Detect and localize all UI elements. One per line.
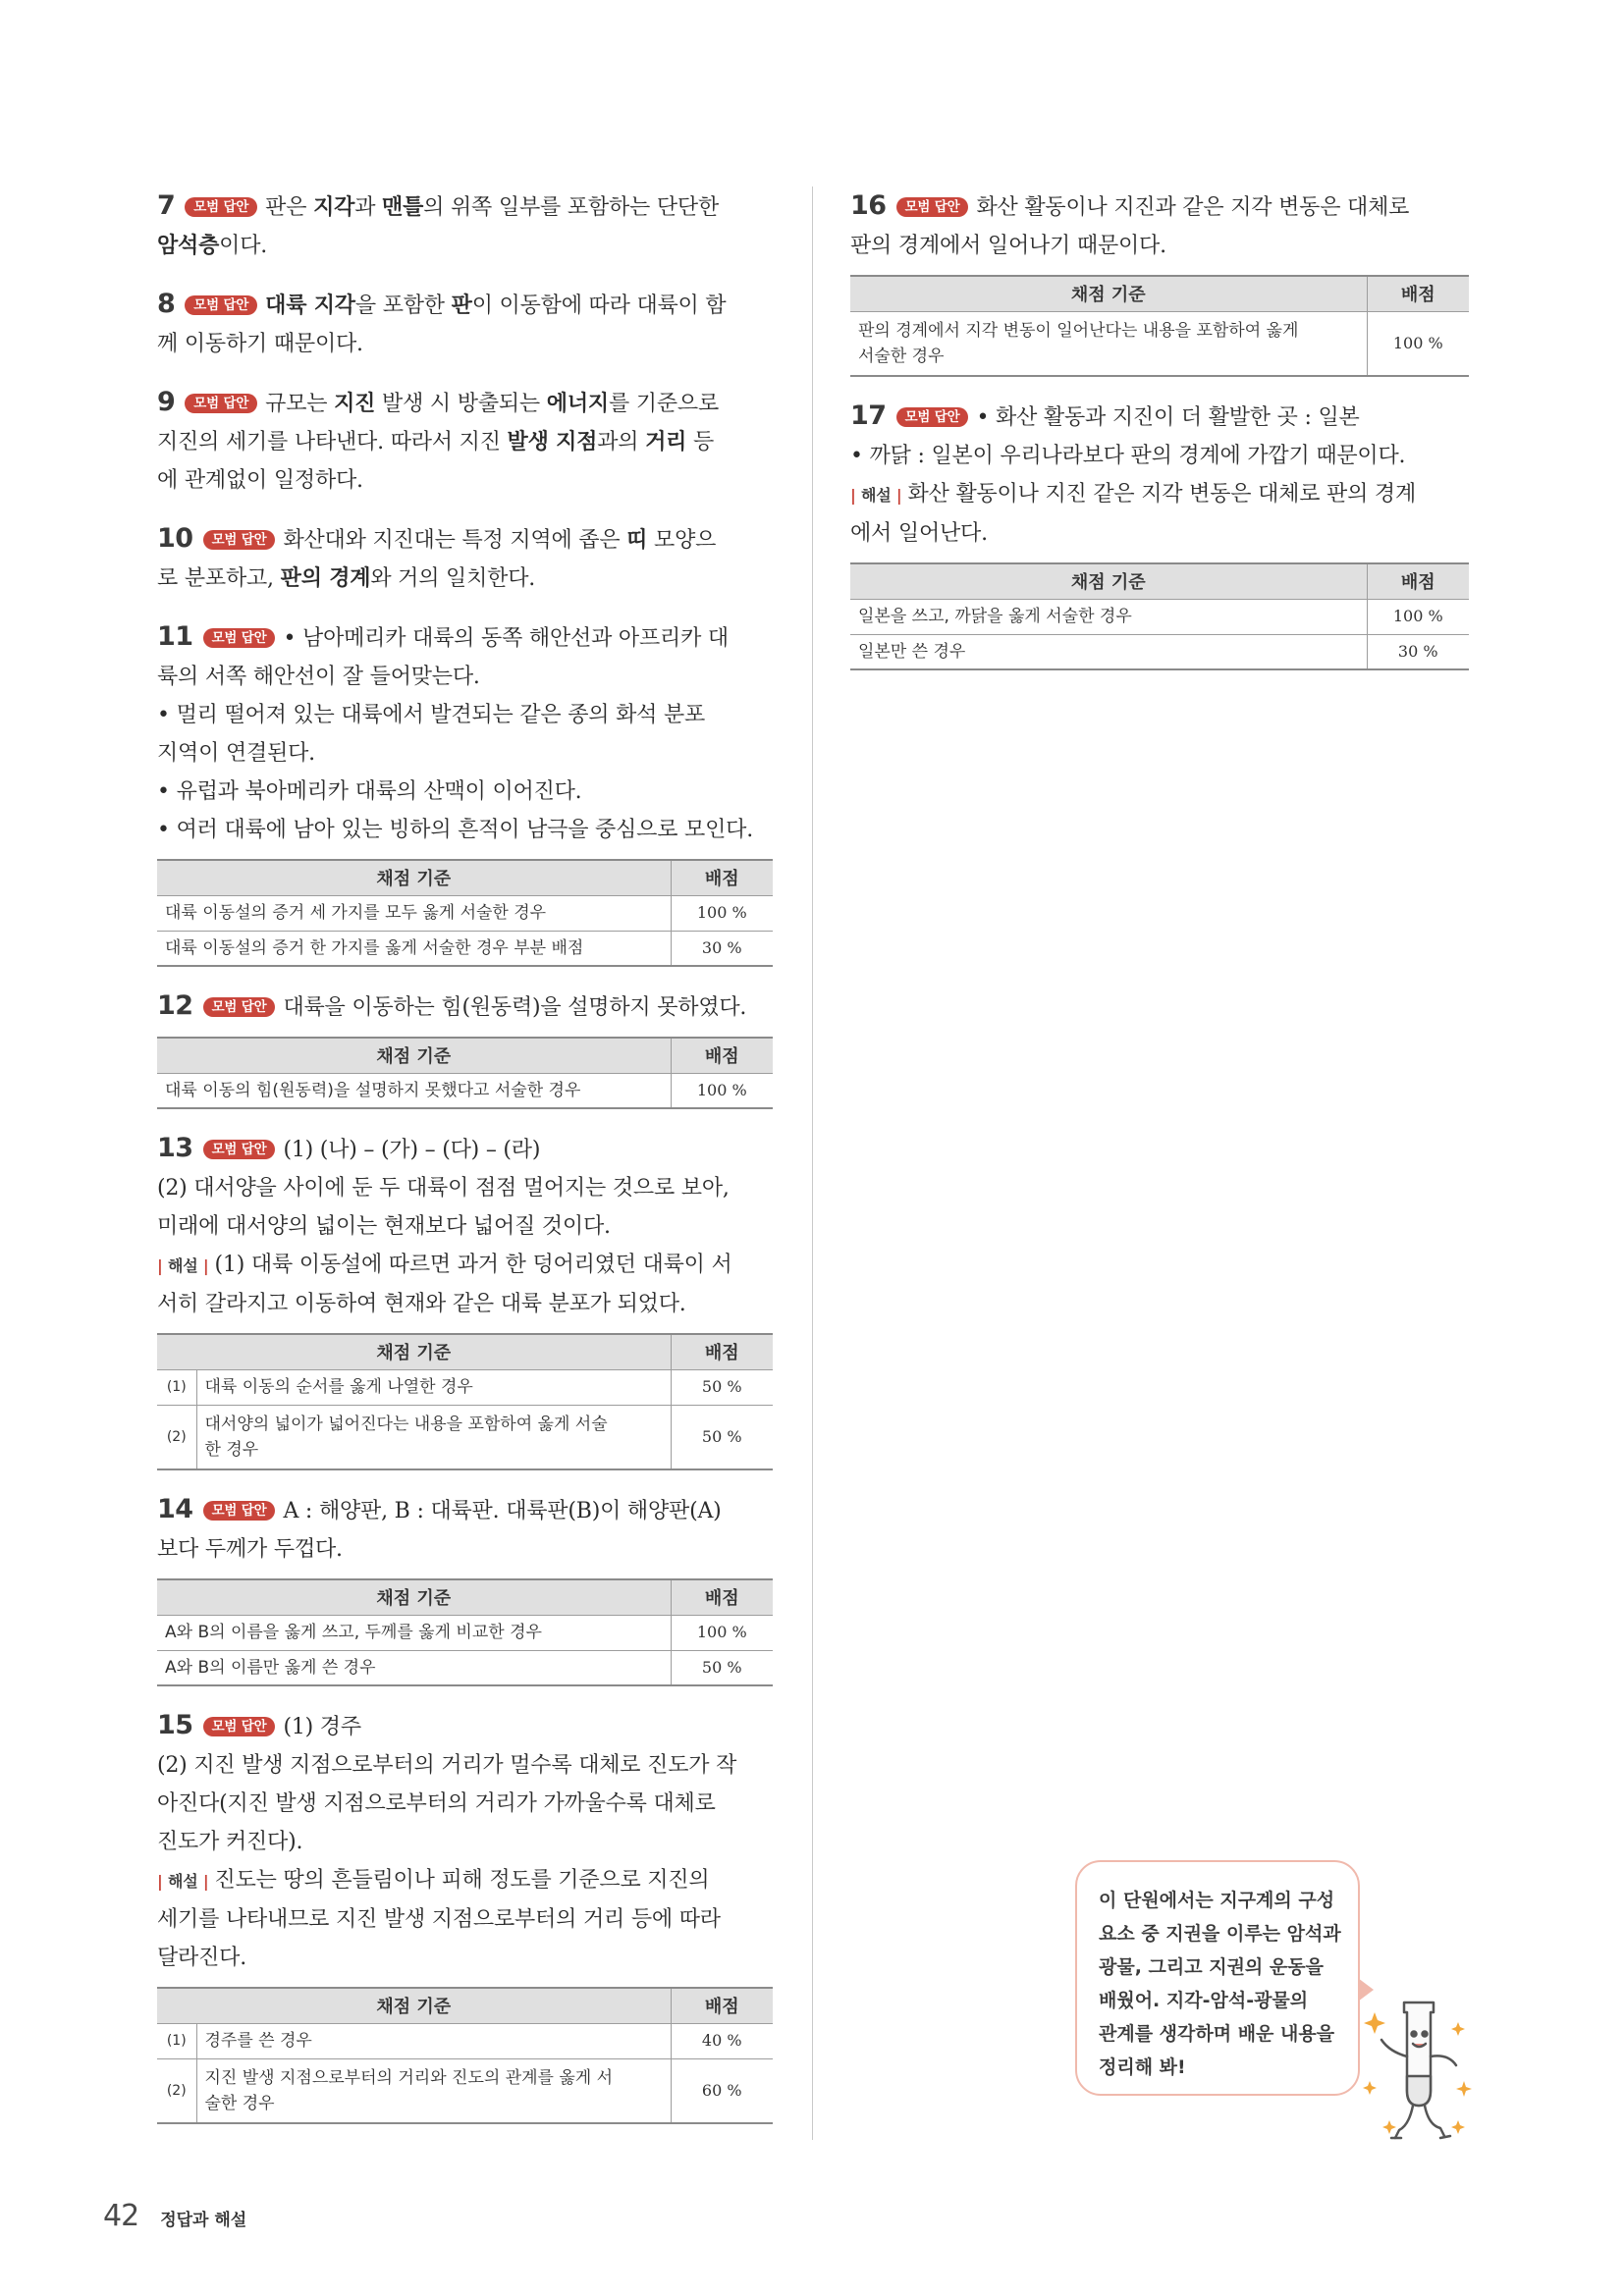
- scoring-row: [157, 1369, 773, 1405]
- answer-item-15: [157, 1706, 773, 2124]
- criteria-header: 채점 기준: [157, 860, 671, 895]
- criteria-cell: 판의 경계에서 지각 변동이 일어난다는 내용을 포함하여 옳게 서술한 경우: [850, 311, 1367, 376]
- model-answer-badge: 모범 답안: [896, 197, 969, 217]
- question-number: 12: [157, 990, 193, 1021]
- text-segment: 지진의 세기를 나타낸다. 따라서 지진: [157, 430, 508, 454]
- scoring-row: [850, 634, 1469, 669]
- answer-item-17: [850, 397, 1469, 670]
- commentary-label: [157, 1256, 209, 1275]
- model-answer-badge: 모범 답안: [203, 1140, 276, 1159]
- answer-item-7: [157, 187, 773, 265]
- text-segment: (1) (나) – (가) – (다) – (라): [283, 1138, 541, 1162]
- answer-item-11: [157, 617, 773, 967]
- answer-line: [157, 227, 773, 265]
- text-segment: 화산 활동이나 지진 같은 지각 변동은 대체로 판의 경계: [907, 482, 1417, 507]
- scoring-header-row: [157, 1579, 773, 1615]
- answer-line: [157, 1246, 773, 1285]
- text-segment: 진도가 커진다).: [157, 1830, 303, 1854]
- text-segment: (1) 경주: [283, 1715, 361, 1739]
- bubble-line: 요소 중 지권을 이루는 암석과: [1099, 1923, 1341, 1945]
- keyword: 대륙 지각: [265, 293, 355, 318]
- text-segment: • 유럽과 북아메리카 대륙의 산맥이 이어진다.: [157, 779, 582, 804]
- answer-item-9: [157, 383, 773, 500]
- speech-bubble: [1075, 1860, 1360, 2096]
- answer-line: [157, 811, 773, 849]
- text-segment: 규모는: [265, 392, 335, 416]
- answer-line: [850, 475, 1469, 514]
- points-header: 배점: [1367, 563, 1469, 599]
- question-number: 11: [157, 621, 193, 652]
- commentary-text: 해설: [168, 1256, 198, 1275]
- text-segment: 세기를 나타내므로 지진 발생 지점으로부터의 거리 등에 따라: [157, 1907, 721, 1932]
- text-segment: • 까닭 : 일본이 우리나라보다 판의 경계에 가깝기 때문이다.: [850, 444, 1406, 468]
- bubble-line: 관계를 생각하며 배운 내용을: [1099, 2023, 1335, 2045]
- question-number: 17: [850, 400, 887, 431]
- answer-line: [157, 519, 773, 560]
- text-segment: A : 해양판, B : 대륙판. 대륙판(B)이 해양판(A): [283, 1499, 722, 1523]
- criteria-cell: 경주를 쓴 경우: [196, 2023, 671, 2058]
- answer-line: [157, 696, 773, 734]
- answer-line: [157, 461, 773, 500]
- answer-line: [850, 437, 1469, 475]
- criteria-cell: 대륙 이동의 순서를 옳게 나열한 경우: [196, 1369, 671, 1405]
- criteria-cell: 일본만 쓴 경우: [850, 634, 1367, 669]
- model-answer-badge: 모범 답안: [203, 1717, 276, 1736]
- points-cell: 50 %: [671, 1369, 773, 1405]
- answer-line: [157, 1285, 773, 1323]
- question-number: 9: [157, 387, 176, 417]
- scoring-row: [157, 1615, 773, 1650]
- criteria-header: 채점 기준: [157, 1988, 671, 2023]
- text-segment: 륙의 서쪽 해안선이 잘 들어맞는다.: [157, 665, 480, 689]
- bubble-line: 정리해 봐!: [1099, 2056, 1186, 2078]
- text-segment: 판의 경계에서 일어나기 때문이다.: [850, 234, 1166, 258]
- points-header: 배점: [671, 1334, 773, 1369]
- text-segment: 를 기준으로: [608, 392, 719, 416]
- commentary-bar: |: [157, 1872, 169, 1891]
- points-cell: 50 %: [671, 1405, 773, 1469]
- model-answer-badge: 모범 답안: [203, 628, 276, 648]
- scoring-row: [157, 1073, 773, 1108]
- scoring-table: [850, 275, 1469, 377]
- points-cell: 40 %: [671, 2023, 773, 2058]
- answer-line: [157, 734, 773, 773]
- left-column: [157, 187, 773, 2144]
- scoring-header-row: [157, 1988, 773, 2023]
- answer-line: [157, 1129, 773, 1169]
- scoring-table: [157, 1578, 773, 1686]
- points-cell: 100 %: [1367, 311, 1469, 376]
- scoring-row: [850, 599, 1469, 634]
- text-segment: 의 위쪽 일부를 포함하는 단단한: [423, 195, 720, 220]
- text-segment: 에 관계없이 일정하다.: [157, 468, 363, 493]
- question-number: 10: [157, 523, 193, 554]
- scoring-table: [850, 562, 1469, 670]
- scoring-header-row: [850, 276, 1469, 311]
- text-segment: 화산 활동이나 지진과 같은 지각 변동은 대체로: [976, 195, 1410, 220]
- keyword: 암석층: [157, 233, 220, 258]
- answer-line: [157, 773, 773, 811]
- keyword: 띠: [626, 527, 648, 553]
- points-cell: 60 %: [671, 2058, 773, 2123]
- points-header: 배점: [671, 860, 773, 895]
- answer-line: [157, 1939, 773, 1977]
- criteria-cell: 대륙 이동의 힘(원동력)을 설명하지 못했다고 서술한 경우: [157, 1073, 671, 1108]
- model-answer-badge: 모범 답안: [896, 407, 969, 427]
- keyword: 지진: [334, 391, 376, 416]
- answer-line: [157, 325, 773, 363]
- right-column: [850, 187, 1469, 690]
- answer-line: [850, 227, 1469, 265]
- keyword: 판의 경계: [280, 565, 371, 591]
- points-cell: 30 %: [1367, 634, 1469, 669]
- text-segment: 등: [686, 430, 715, 454]
- criteria-header: 채점 기준: [157, 1334, 671, 1369]
- scoring-row: [157, 1405, 773, 1469]
- answer-line: [157, 1861, 773, 1900]
- answer-line: [157, 285, 773, 325]
- page-footer: [103, 2199, 246, 2233]
- commentary-bar: |: [850, 486, 862, 505]
- text-segment: 보다 두께가 두껍다.: [157, 1537, 343, 1562]
- scoring-row: [157, 2058, 773, 2123]
- keyword: 맨틀: [382, 194, 424, 220]
- criteria-cell: 대륙 이동설의 증거 세 가지를 모두 옳게 서술한 경우: [157, 895, 671, 931]
- points-cell: 100 %: [671, 1615, 773, 1650]
- text-segment: 과의: [597, 430, 646, 454]
- keyword: 거리: [645, 429, 687, 454]
- text-segment: 화산대와 지진대는 특정 지역에 좁은: [283, 528, 627, 553]
- answer-item-16: [850, 187, 1469, 377]
- mascot-icon: [1360, 1983, 1478, 2160]
- commentary-bar: |: [157, 1256, 169, 1275]
- criteria-cell: A와 B의 이름만 옳게 쓴 경우: [157, 1650, 671, 1685]
- scoring-header-row: [157, 860, 773, 895]
- text-segment: 발생 시 방출되는: [375, 392, 547, 416]
- scoring-header-row: [157, 1334, 773, 1369]
- model-answer-badge: 모범 답안: [203, 997, 276, 1017]
- text-segment: 판은: [265, 195, 314, 220]
- points-cell: 100 %: [1367, 599, 1469, 634]
- answer-line: [157, 1490, 773, 1530]
- criteria-cell: 지진 발생 지점으로부터의 거리와 진도의 관계를 옳게 서 술한 경우: [196, 2058, 671, 2123]
- criteria-header: 채점 기준: [850, 563, 1367, 599]
- answer-item-10: [157, 519, 773, 598]
- commentary-bar: |: [197, 1872, 209, 1891]
- answer-item-14: [157, 1490, 773, 1686]
- text-segment: (2) 대서양을 사이에 둔 두 대륙이 점점 멀어지는 것으로 보아,: [157, 1176, 730, 1201]
- text-segment: • 화산 활동과 지진이 더 활발한 곳 : 일본: [976, 405, 1360, 430]
- text-segment: 과: [354, 195, 383, 220]
- text-segment: 서히 갈라지고 이동하여 현재와 같은 대륙 분포가 되었다.: [157, 1292, 686, 1316]
- model-answer-badge: 모범 답안: [203, 1501, 276, 1521]
- text-segment: 이다.: [219, 234, 268, 258]
- text-segment: 모양으: [647, 528, 717, 553]
- sub-question-label: (1): [157, 2023, 196, 2058]
- criteria-cell: 일본을 쓰고, 까닭을 옳게 서술한 경우: [850, 599, 1367, 634]
- points-cell: 30 %: [671, 931, 773, 966]
- answer-line: [157, 383, 773, 423]
- answer-line: [850, 397, 1469, 437]
- scoring-table: [157, 1987, 773, 2124]
- column-divider: [812, 187, 813, 2140]
- answer-line: [157, 1706, 773, 1746]
- criteria-header: 채점 기준: [850, 276, 1367, 311]
- answer-item-12: [157, 987, 773, 1109]
- page-number: 42: [103, 2199, 139, 2233]
- points-cell: 50 %: [671, 1650, 773, 1685]
- answer-line: [157, 987, 773, 1027]
- model-answer-badge: 모범 답안: [185, 394, 257, 413]
- text-segment: (2) 지진 발생 지점으로부터의 거리가 멀수록 대체로 진도가 작: [157, 1753, 737, 1778]
- scoring-table: [157, 1333, 773, 1470]
- answer-item-13: [157, 1129, 773, 1470]
- sub-question-label: (2): [157, 2058, 196, 2123]
- scoring-row: [157, 895, 773, 931]
- scoring-row: [850, 311, 1469, 376]
- bubble-line: 배웠어. 지각-암석-광물의: [1099, 1990, 1309, 2011]
- points-cell: 100 %: [671, 1073, 773, 1108]
- bubble-line: 광물, 그리고 지권의 운동을: [1099, 1956, 1324, 1978]
- text-segment: 진도는 땅의 흔들림이나 피해 정도를 기준으로 지진의: [214, 1868, 710, 1893]
- answer-line: [157, 1823, 773, 1861]
- text-segment: 지역이 연결된다.: [157, 741, 315, 766]
- sub-question-label: (1): [157, 1369, 196, 1405]
- answer-line: [157, 1900, 773, 1939]
- answer-line: [157, 1785, 773, 1823]
- text-segment: 아진다(지진 발생 지점으로부터의 거리가 가까울수록 대체로: [157, 1791, 716, 1816]
- bubble-line: 이 단원에서는 지구계의 구성: [1099, 1890, 1335, 1911]
- answer-line: [157, 1169, 773, 1207]
- commentary-bar: |: [891, 486, 902, 505]
- question-number: 13: [157, 1133, 193, 1163]
- text-segment: 미래에 대서양의 넓이는 현재보다 넓어질 것이다.: [157, 1214, 611, 1239]
- answer-line: [157, 1530, 773, 1569]
- commentary-label: [157, 1872, 209, 1891]
- text-segment: 대륙을 이동하는 힘(원동력)을 설명하지 못하였다.: [283, 995, 747, 1020]
- points-cell: 100 %: [671, 895, 773, 931]
- text-segment: 와 거의 일치한다.: [370, 566, 536, 591]
- answer-line: [157, 617, 773, 658]
- text-segment: • 여러 대륙에 남아 있는 빙하의 흔적이 남극을 중심으로 모인다.: [157, 818, 754, 842]
- commentary-text: 해설: [168, 1872, 198, 1891]
- text-segment: 달라진다.: [157, 1946, 247, 1970]
- points-header: 배점: [671, 1579, 773, 1615]
- keyword: 지각: [313, 194, 355, 220]
- scoring-table: [157, 859, 773, 967]
- scoring-row: [157, 2023, 773, 2058]
- scoring-row: [157, 931, 773, 966]
- model-answer-badge: 모범 답안: [203, 530, 276, 550]
- question-number: 14: [157, 1494, 193, 1524]
- text-segment: • 남아메리카 대륙의 동쪽 해안선과 아프리카 대: [283, 626, 729, 651]
- question-number: 15: [157, 1710, 193, 1740]
- keyword: 에너지: [546, 391, 609, 416]
- text-segment: 이 이동함에 따라 대륙이 함: [471, 294, 727, 318]
- points-header: 배점: [1367, 276, 1469, 311]
- text-segment: 에서 일어난다.: [850, 521, 988, 546]
- question-number: 7: [157, 190, 176, 221]
- footer-label: 정답과 해설: [160, 2211, 247, 2230]
- text-segment: 을 포함한: [354, 294, 452, 318]
- answer-item-8: [157, 285, 773, 363]
- answer-line: [157, 1207, 773, 1246]
- text-segment: • 멀리 떨어져 있는 대륙에서 발견되는 같은 종의 화석 분포: [157, 703, 706, 727]
- answer-line: [157, 1746, 773, 1785]
- answer-line: [157, 423, 773, 461]
- model-answer-badge: 모범 답안: [185, 295, 257, 315]
- model-answer-badge: 모범 답안: [185, 197, 257, 217]
- answer-line: [850, 514, 1469, 553]
- text-segment: 로 분포하고,: [157, 566, 281, 591]
- keyword: 판: [451, 293, 472, 318]
- criteria-header: 채점 기준: [157, 1038, 671, 1073]
- scoring-table: [157, 1037, 773, 1109]
- criteria-cell: 대서양의 넓이가 넓어진다는 내용을 포함하여 옳게 서술 한 경우: [196, 1405, 671, 1469]
- scoring-header-row: [850, 563, 1469, 599]
- answer-line: [850, 187, 1469, 227]
- sub-question-label: (2): [157, 1405, 196, 1469]
- text-segment: 께 이동하기 때문이다.: [157, 332, 363, 356]
- answer-line: [157, 187, 773, 227]
- points-header: 배점: [671, 1988, 773, 2023]
- scoring-row: [157, 1650, 773, 1685]
- question-number: 16: [850, 190, 887, 221]
- criteria-cell: A와 B의 이름을 옳게 쓰고, 두께를 옳게 비교한 경우: [157, 1615, 671, 1650]
- keyword: 발생 지점: [507, 429, 598, 454]
- criteria-cell: 대륙 이동설의 증거 한 가지를 옳게 서술한 경우 부분 배점: [157, 931, 671, 966]
- answer-line: [157, 658, 773, 696]
- question-number: 8: [157, 289, 176, 319]
- commentary-bar: |: [197, 1256, 209, 1275]
- commentary-text: 해설: [861, 486, 892, 505]
- text-segment: (1) 대륙 이동설에 따르면 과거 한 덩어리였던 대륙이 서: [214, 1253, 732, 1277]
- answer-line: [157, 560, 773, 598]
- scoring-header-row: [157, 1038, 773, 1073]
- criteria-header: 채점 기준: [157, 1579, 671, 1615]
- commentary-label: [850, 486, 902, 505]
- points-header: 배점: [671, 1038, 773, 1073]
